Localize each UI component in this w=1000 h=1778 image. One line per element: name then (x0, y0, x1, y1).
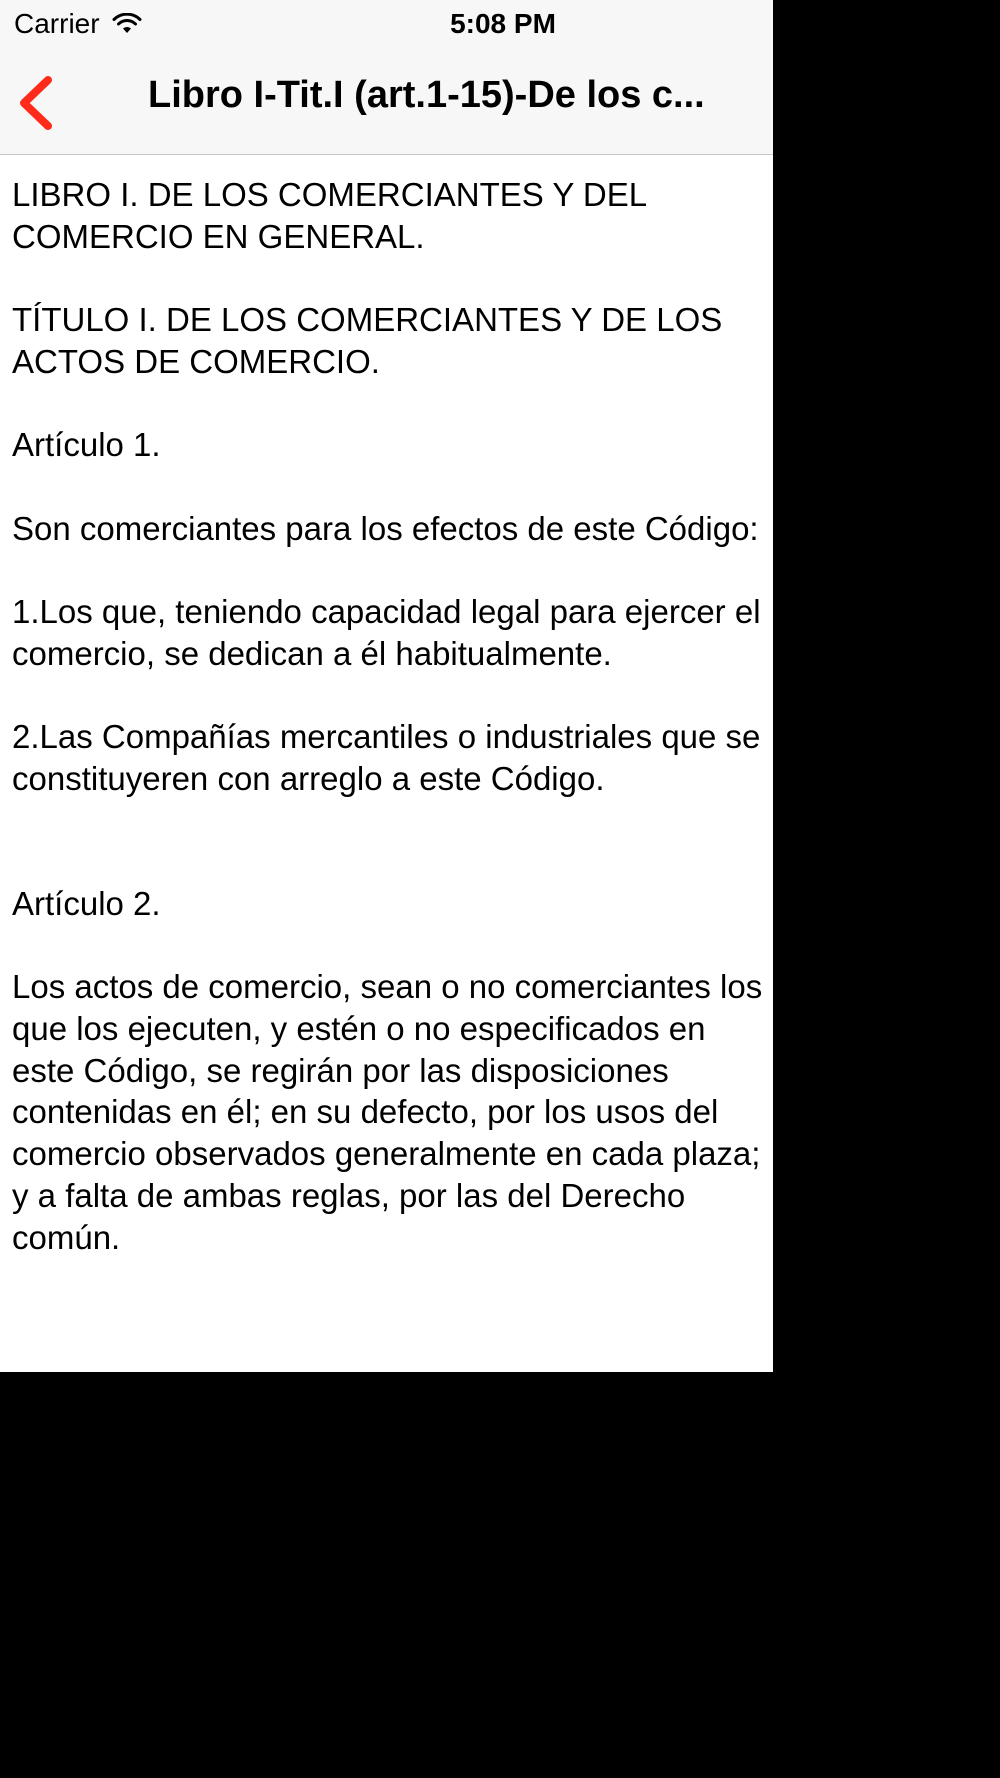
paragraph-spacer (12, 466, 764, 508)
article-paragraph: Son comerciantes para los efectos de este Código: (12, 509, 759, 547)
article-paragraph: Los actos de comercio, sean o no comerciantes los que los ejecuten, y estén o no especificados en este Código, se regirán por las disposiciones contenidas en él; en su defecto, por los usos del comercio observados generalmente en cada plaza; y a falta de ambas reglas, por las del Derecho común. (12, 968, 772, 1256)
back-button[interactable] (6, 70, 66, 136)
article-paragraph: Artículo 2. (12, 884, 161, 922)
paragraph-spacer (12, 549, 764, 591)
paragraph-spacer (12, 674, 764, 716)
chevron-left-icon (6, 70, 66, 136)
paragraph-spacer (12, 925, 764, 967)
carrier-label: Carrier (14, 8, 100, 39)
navigation-bar (0, 52, 773, 155)
article-paragraph: TÍTULO I. DE LOS COMERCIANTES Y DE LOS ACTOS DE COMERCIO. (12, 301, 730, 380)
article-text (12, 174, 772, 1258)
paragraph-spacer (12, 383, 764, 425)
article-paragraph: 2.Las Compañías mercantiles o industriales que se constituyeren con arreglo a este Código. (12, 718, 770, 797)
status-time: 5:08 PM (450, 8, 556, 39)
article-paragraph: 1.Los que, teniendo capacidad legal para ejercer el comercio, se dedican a él habitualmente. (12, 593, 770, 672)
page-title: Libro I-Tit.I (art.1-15)-De los c... (148, 74, 705, 116)
paragraph-spacer (12, 800, 764, 842)
article-paragraph: Artículo 1. (12, 426, 161, 464)
status-bar (0, 0, 773, 52)
article-paragraph: LIBRO I. DE LOS COMERCIANTES Y DEL COMERCIO EN GENERAL. (12, 176, 656, 255)
paragraph-spacer (12, 841, 764, 883)
paragraph-spacer (12, 257, 764, 299)
